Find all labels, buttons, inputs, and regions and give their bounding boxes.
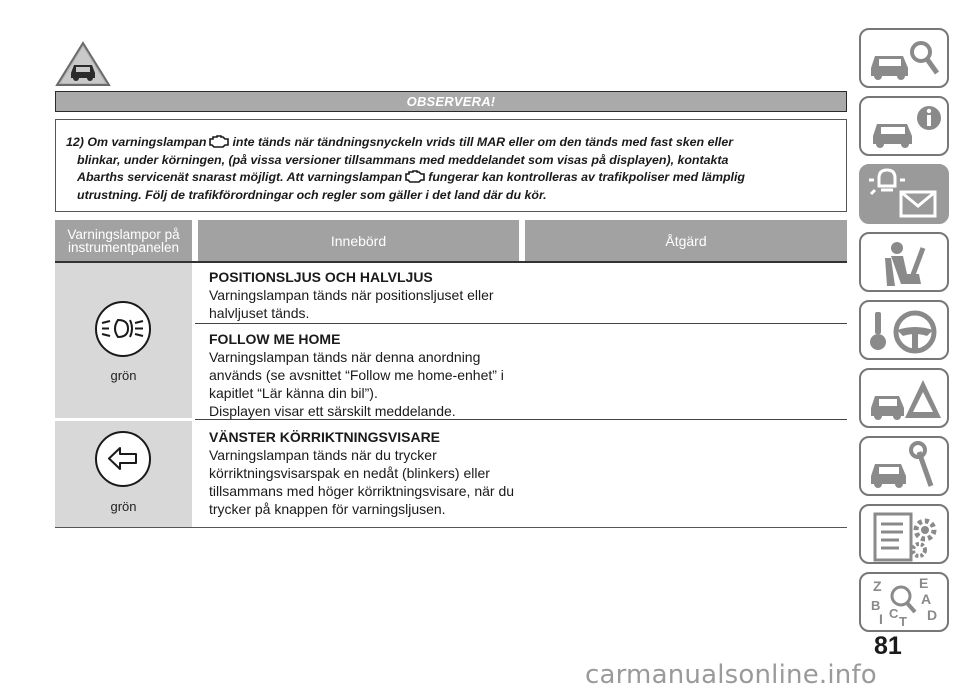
entry-text: Varningslampan tänds när positionsljuset eller	[209, 287, 494, 303]
entry-text: Displayen visar ett särskilt meddelande.	[209, 403, 456, 419]
entry-text: körriktningsvisarspak en nedåt (blinkers) eller	[209, 465, 490, 481]
tab-safety[interactable]	[859, 232, 949, 292]
row-divider	[195, 323, 847, 324]
headlight-icon	[95, 301, 151, 357]
lamp-color-label: grön	[110, 368, 137, 383]
notice-box	[55, 119, 847, 212]
steering-key-icon	[861, 302, 949, 360]
car-warning-triangle-icon	[55, 40, 111, 88]
table-bottom-line	[55, 527, 847, 528]
entry-left-indicator	[209, 428, 514, 518]
tab-emergency[interactable]	[859, 368, 949, 428]
tab-technical-data[interactable]	[859, 504, 949, 564]
header-warning-lamps: Varningslampor på instrumentpanelen	[55, 220, 192, 261]
entry-text: tillsammans med höger körriktningsvisare, när du	[209, 483, 515, 499]
entry-position-lights	[209, 268, 494, 322]
alphabetical-index-icon	[861, 574, 949, 632]
notice-heading: OBSERVERA!	[406, 94, 496, 109]
notice-line-4: utrustning. Följ de trafikförordningar och regler som gäller i det land där du kör.	[77, 187, 547, 202]
index-letter: I	[879, 611, 883, 627]
tab-warning-lights[interactable]	[859, 164, 949, 224]
car-search-icon	[861, 30, 949, 88]
notice-line-1	[66, 134, 834, 152]
tab-maintenance[interactable]	[859, 436, 949, 496]
notice-line-3	[66, 169, 834, 187]
entry-text: Varningslampan tänds när du trycker	[209, 447, 437, 463]
index-letter: Z	[873, 578, 882, 594]
index-letter: D	[927, 607, 938, 623]
entry-title: FOLLOW ME HOME	[209, 331, 341, 347]
tab-index[interactable]	[859, 572, 949, 632]
car-wrench-icon	[861, 438, 949, 496]
index-letter: T	[899, 614, 907, 629]
notice-line-1-end: inte tänds när tändningsnyckeln vrids till MAR eller om den tänds med fast sken eller	[232, 135, 734, 149]
index-letter: A	[921, 591, 932, 607]
table-header	[55, 220, 847, 261]
entry-title: POSITIONSLJUS OCH HALVLJUS	[209, 269, 433, 285]
header-meaning: Innebörd	[198, 220, 519, 261]
specs-gear-icon	[861, 506, 949, 564]
engine-warning-icon	[403, 169, 427, 183]
lamp-cell-row-1	[55, 263, 192, 418]
notice-line-2: blinkar, under körningen, (på vissa versioner tillsammans med meddelandet som visas på displayen), kontakta	[77, 152, 729, 167]
index-letter: C	[889, 606, 899, 621]
entry-follow-me-home	[209, 330, 504, 420]
entry-text: trycker på knappen för varningsljusen.	[209, 501, 446, 517]
notice-line-3-start: Abarths servicenät snarast möjligt. Att varningslampan	[77, 170, 403, 184]
engine-warning-icon	[207, 134, 231, 148]
car-warning-triangle-icon	[861, 370, 949, 428]
page-number: 81	[874, 632, 902, 660]
row-divider	[195, 419, 847, 420]
notice-line-3-end: fungerar kan kontrolleras av trafikpoliser med lämplig	[428, 170, 745, 184]
warning-light-message-icon	[861, 166, 949, 224]
entry-text: halvljuset tänds.	[209, 305, 310, 321]
lamp-cell-row-2	[55, 421, 192, 527]
entry-title: VÄNSTER KÖRRIKTNINGSVISARE	[209, 429, 441, 445]
index-letter: E	[919, 575, 929, 591]
entry-text: används (se avsnittet “Follow me home-enhet” i	[209, 367, 504, 383]
notice-heading-bar	[55, 91, 847, 112]
tab-starting-driving[interactable]	[859, 300, 949, 360]
watermark: carmanualsonline.info	[585, 660, 877, 686]
entry-text: kapitlet “Lär känna din bil”).	[209, 385, 378, 401]
car-info-icon	[861, 98, 949, 156]
header-action: Åtgärd	[525, 220, 847, 261]
airbag-seat-icon	[861, 234, 949, 292]
tab-car-search[interactable]	[859, 28, 949, 88]
tab-car-info[interactable]	[859, 96, 949, 156]
lamp-color-label: grön	[110, 499, 137, 514]
left-arrow-icon	[95, 431, 151, 487]
index-letter: B	[871, 598, 881, 613]
entry-text: Varningslampan tänds när denna anordning	[209, 349, 481, 365]
notice-line-1-start: 12) Om varningslampan	[66, 135, 207, 149]
